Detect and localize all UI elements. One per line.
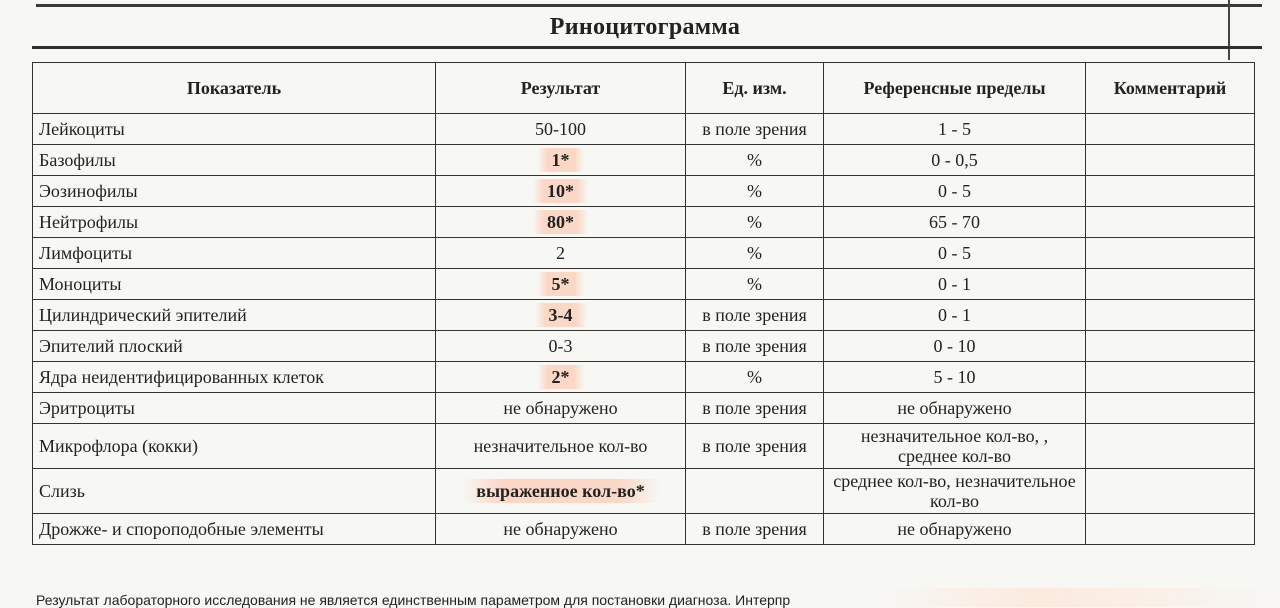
result-cell: незначительное кол-во [436, 424, 686, 469]
result-cell: 50-100 [436, 114, 686, 145]
comment-cell [1086, 207, 1255, 238]
indicator-cell: Лейкоциты [33, 114, 436, 145]
result-cell [436, 145, 686, 176]
table-row [33, 514, 1255, 545]
unit-cell: в поле зрения [686, 514, 824, 545]
indicator-cell: Эпителий плоский [33, 331, 436, 362]
header-result: Результат [436, 63, 686, 114]
result-cell [436, 207, 686, 238]
table-row [33, 331, 1255, 362]
header-reference: Референсные пределы [824, 63, 1086, 114]
unit-cell: в поле зрения [686, 393, 824, 424]
comment-cell [1086, 114, 1255, 145]
reference-cell: 5 - 10 [824, 362, 1086, 393]
indicator-cell: Лимфоциты [33, 238, 436, 269]
header-comment: Комментарий [1086, 63, 1255, 114]
unit-cell: % [686, 176, 824, 207]
indicator-cell: Моноциты [33, 269, 436, 300]
comment-cell [1086, 469, 1255, 514]
table-row [33, 424, 1255, 469]
disclaimer-footnote: Результат лабораторного исследования не является единственным параметром для постановки диагноза. Интерпр [36, 592, 791, 608]
indicator-cell: Базофилы [33, 145, 436, 176]
indicator-cell: Эритроциты [33, 393, 436, 424]
reference-cell: 0 - 5 [824, 238, 1086, 269]
unit-cell: в поле зрения [686, 300, 824, 331]
comment-cell [1086, 176, 1255, 207]
result-value: 5* [538, 272, 584, 296]
indicator-cell: Эозинофилы [33, 176, 436, 207]
result-cell: не обнаружено [436, 514, 686, 545]
table-row [33, 238, 1255, 269]
reference-cell: 0 - 0,5 [824, 145, 1086, 176]
result-cell: 0-3 [436, 331, 686, 362]
highlight-smudge [880, 588, 1280, 607]
reference-cell: 0 - 10 [824, 331, 1086, 362]
comment-cell [1086, 331, 1255, 362]
indicator-cell: Слизь [33, 469, 436, 514]
header-indicator: Показатель [33, 63, 436, 114]
table-header-row [33, 63, 1255, 114]
title-underline [32, 46, 1262, 49]
unit-cell: % [686, 207, 824, 238]
top-rule [36, 4, 1262, 7]
reference-cell: не обнаружено [824, 393, 1086, 424]
result-value: 3-4 [535, 303, 587, 327]
result-value: 10* [533, 179, 588, 203]
result-cell: не обнаружено [436, 393, 686, 424]
table-row [33, 114, 1255, 145]
page-title: Риноцитограмма [549, 14, 741, 40]
reference-cell: 65 - 70 [824, 207, 1086, 238]
unit-cell: % [686, 362, 824, 393]
comment-cell [1086, 269, 1255, 300]
comment-cell [1086, 393, 1255, 424]
indicator-cell: Нейтрофилы [33, 207, 436, 238]
comment-cell [1086, 145, 1255, 176]
indicator-cell: Дрожже- и спороподобные элементы [33, 514, 436, 545]
result-value: 80* [533, 210, 588, 234]
result-cell [436, 362, 686, 393]
unit-cell: в поле зрения [686, 114, 824, 145]
result-cell [436, 469, 686, 514]
table-row [33, 362, 1255, 393]
reference-cell: 0 - 1 [824, 300, 1086, 331]
result-cell [436, 300, 686, 331]
reference-cell: 0 - 1 [824, 269, 1086, 300]
table-row [33, 269, 1255, 300]
table-body [33, 114, 1255, 545]
reference-cell: 1 - 5 [824, 114, 1086, 145]
header-unit: Ед. изм. [686, 63, 824, 114]
table-row [33, 300, 1255, 331]
unit-cell [686, 469, 824, 514]
results-table [32, 62, 1255, 545]
result-value: 1* [538, 148, 584, 172]
unit-cell: в поле зрения [686, 331, 824, 362]
result-cell [436, 176, 686, 207]
result-cell [436, 269, 686, 300]
comment-cell [1086, 238, 1255, 269]
comment-cell [1086, 362, 1255, 393]
indicator-cell: Цилиндрический эпителий [33, 300, 436, 331]
unit-cell: в поле зрения [686, 424, 824, 469]
result-value: выраженное кол-во* [462, 479, 658, 503]
table-row [33, 145, 1255, 176]
unit-cell: % [686, 145, 824, 176]
indicator-cell: Микрофлора (кокки) [33, 424, 436, 469]
table-row [33, 207, 1255, 238]
comment-cell [1086, 424, 1255, 469]
comment-cell [1086, 514, 1255, 545]
comment-cell [1086, 300, 1255, 331]
result-value: 2* [538, 365, 584, 389]
table-row [33, 469, 1255, 514]
reference-cell: незначительное кол-во, , среднее кол-во [824, 424, 1086, 469]
table-row [33, 393, 1255, 424]
reference-cell: не обнаружено [824, 514, 1086, 545]
table-row [33, 176, 1255, 207]
unit-cell: % [686, 269, 824, 300]
indicator-cell: Ядра неидентифицированных клеток [33, 362, 436, 393]
unit-cell: % [686, 238, 824, 269]
reference-cell: 0 - 5 [824, 176, 1086, 207]
reference-cell: среднее кол-во, незначительное кол-во [824, 469, 1086, 514]
result-cell: 2 [436, 238, 686, 269]
